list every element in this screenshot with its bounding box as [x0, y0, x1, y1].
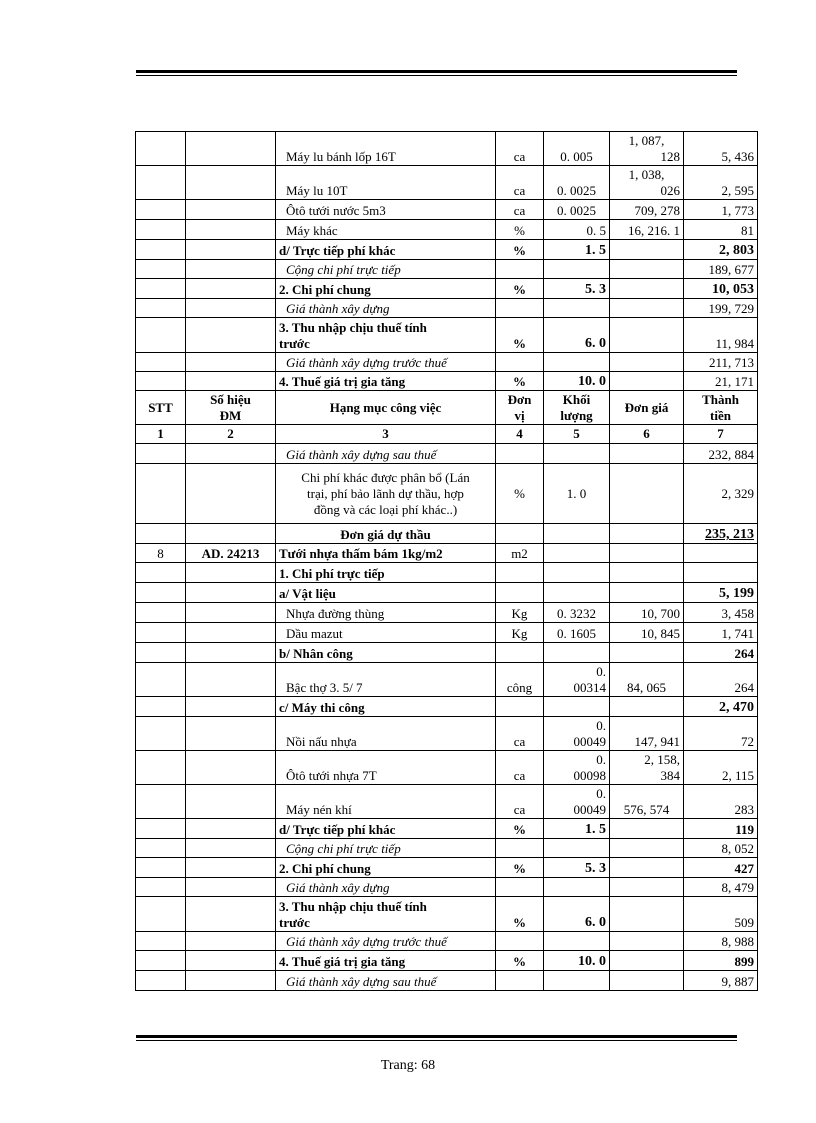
row-quantity: 0. 005 — [544, 132, 610, 166]
header-so-hieu: Số hiệu ĐM — [186, 391, 276, 425]
row-quantity: 5. 3 — [544, 858, 610, 878]
column-number: 3 — [276, 425, 496, 444]
row-unit: công — [496, 663, 544, 697]
row-description: Máy lu bánh lốp 16T — [276, 132, 496, 166]
row-description: a/ Vật liệu — [276, 583, 496, 603]
table-row — [136, 353, 758, 372]
table-row — [136, 200, 758, 220]
row-total: 235, 213 — [684, 524, 758, 544]
table-row — [136, 643, 758, 663]
table-row — [136, 858, 758, 878]
table-row — [136, 819, 758, 839]
row-quantity: 10. 0 — [544, 372, 610, 391]
footer-rule — [136, 1035, 737, 1041]
row-quantity: 5. 3 — [544, 279, 610, 299]
header-rule — [136, 70, 737, 76]
row-unit: % — [496, 220, 544, 240]
table-row — [136, 444, 758, 464]
row-unit-price: 147, 941 — [610, 717, 684, 751]
row-quantity: 0. 0025 — [544, 200, 610, 220]
row-quantity: 0. 00098 — [544, 751, 610, 785]
row-unit: ca — [496, 717, 544, 751]
header-hang-muc: Hạng mục công việc — [276, 391, 496, 425]
row-description: Ôtô tưới nhựa 7T — [276, 751, 496, 785]
row-description: Ôtô tưới nước 5m3 — [276, 200, 496, 220]
row-description: c/ Máy thi công — [276, 697, 496, 717]
row-unit: ca — [496, 132, 544, 166]
row-total: 283 — [684, 785, 758, 819]
row-quantity: 1. 5 — [544, 819, 610, 839]
header-don-vi: Đơn vị — [496, 391, 544, 425]
row-total: 10, 053 — [684, 279, 758, 299]
table-row — [136, 603, 758, 623]
row-total: 264 — [684, 663, 758, 697]
row-total: 21, 171 — [684, 372, 758, 391]
table-row — [136, 971, 758, 991]
row-unit: % — [496, 372, 544, 391]
row-description: Giá thành xây dựng sau thuế — [276, 444, 496, 464]
row-total: 81 — [684, 220, 758, 240]
row-total: 2, 115 — [684, 751, 758, 785]
row-description: 3. Thu nhập chịu thuế tính trước — [276, 897, 496, 932]
table-row — [136, 583, 758, 603]
row-quantity: 0. 3232 — [544, 603, 610, 623]
row-description: Chi phí khác được phân bổ (Lán trại, phí bảo lãnh dự thầu, hợp đồng và các loại phí khác..) — [276, 464, 496, 524]
table-row — [136, 318, 758, 353]
item-stt: 8 — [136, 544, 186, 563]
row-description: Bậc thợ 3. 5/ 7 — [276, 663, 496, 697]
row-description: d/ Trực tiếp phí khác — [276, 819, 496, 839]
row-unit: ca — [496, 751, 544, 785]
row-quantity: 10. 0 — [544, 951, 610, 971]
row-total: 899 — [684, 951, 758, 971]
row-unit-price: 709, 278 — [610, 200, 684, 220]
table-row — [136, 563, 758, 583]
table-row — [136, 839, 758, 858]
row-total: 11, 984 — [684, 318, 758, 353]
item-unit: m2 — [496, 544, 544, 563]
row-unit: % — [496, 897, 544, 932]
row-unit: % — [496, 464, 544, 524]
row-description: d/ Trực tiếp phí khác — [276, 240, 496, 260]
row-description: 4. Thuế giá trị gia tăng — [276, 951, 496, 971]
row-total: 8, 052 — [684, 839, 758, 858]
column-number: 4 — [496, 425, 544, 444]
table-row — [136, 897, 758, 932]
row-total: 5, 436 — [684, 132, 758, 166]
row-description: Giá thành xây dựng trước thuế — [276, 353, 496, 372]
row-total: 8, 479 — [684, 878, 758, 897]
row-unit: % — [496, 318, 544, 353]
row-total: 72 — [684, 717, 758, 751]
row-total: 5, 199 — [684, 583, 758, 603]
row-unit-price: 10, 845 — [610, 623, 684, 643]
row-total: 211, 713 — [684, 353, 758, 372]
row-quantity: 0. 00049 — [544, 785, 610, 819]
table-row — [136, 132, 758, 166]
table-row — [136, 166, 758, 200]
row-quantity: 0. 00049 — [544, 717, 610, 751]
row-total: 509 — [684, 897, 758, 932]
row-unit-price: 2, 158, 384 — [610, 751, 684, 785]
row-description: Cộng chi phí trực tiếp — [276, 260, 496, 279]
row-total: 3, 458 — [684, 603, 758, 623]
header-khoi-luong: Khối lượng — [544, 391, 610, 425]
row-description: 3. Thu nhập chịu thuế tính trước — [276, 318, 496, 353]
row-quantity: 0. 0025 — [544, 166, 610, 200]
row-description: Máy khác — [276, 220, 496, 240]
row-unit-price: 16, 216. 1 — [610, 220, 684, 240]
header-stt: STT — [136, 391, 186, 425]
table-row — [136, 785, 758, 819]
table-row — [136, 717, 758, 751]
row-total: 199, 729 — [684, 299, 758, 318]
cost-estimate-table — [135, 131, 758, 991]
row-quantity: 0. 5 — [544, 220, 610, 240]
row-total: 264 — [684, 643, 758, 663]
row-total: 2, 803 — [684, 240, 758, 260]
row-description: Máy lu 10T — [276, 166, 496, 200]
table-row — [136, 623, 758, 643]
table-row — [136, 663, 758, 697]
row-total: 189, 677 — [684, 260, 758, 279]
table-row — [136, 220, 758, 240]
row-quantity: 0. 00314 — [544, 663, 610, 697]
row-total: 2, 470 — [684, 697, 758, 717]
row-unit: ca — [496, 166, 544, 200]
row-description: Đơn giá dự thầu — [276, 524, 496, 544]
row-unit: % — [496, 279, 544, 299]
row-unit-price: 1, 087, 128 — [610, 132, 684, 166]
table-row — [136, 751, 758, 785]
row-description: 2. Chi phí chung — [276, 858, 496, 878]
table-header-row — [136, 391, 758, 425]
row-unit-price: 84, 065 — [610, 663, 684, 697]
row-quantity: 6. 0 — [544, 318, 610, 353]
row-unit: ca — [496, 785, 544, 819]
row-unit: % — [496, 951, 544, 971]
row-total: 8, 988 — [684, 932, 758, 951]
row-total: 427 — [684, 858, 758, 878]
row-description: Giá thành xây dựng — [276, 299, 496, 318]
row-description: Giá thành xây dựng — [276, 878, 496, 897]
row-unit: Kg — [496, 623, 544, 643]
table-row — [136, 279, 758, 299]
table-row — [136, 697, 758, 717]
column-number: 6 — [610, 425, 684, 444]
row-unit-price: 1, 038, 026 — [610, 166, 684, 200]
item-code: AD. 24213 — [186, 544, 276, 563]
row-unit: ca — [496, 200, 544, 220]
table-row — [136, 260, 758, 279]
table-row — [136, 951, 758, 971]
row-description: 4. Thuế giá trị gia tăng — [276, 372, 496, 391]
row-total: 1, 773 — [684, 200, 758, 220]
row-total: 2, 595 — [684, 166, 758, 200]
row-total: 1, 741 — [684, 623, 758, 643]
header-don-gia: Đơn giá — [610, 391, 684, 425]
item-description: Tưới nhựa thấm bám 1kg/m2 — [276, 544, 496, 563]
table-row — [136, 524, 758, 544]
table-row — [136, 932, 758, 951]
table-row — [136, 299, 758, 318]
row-description: b/ Nhân công — [276, 643, 496, 663]
row-description: Giá thành xây dựng trước thuế — [276, 932, 496, 951]
row-description: 1. Chi phí trực tiếp — [276, 563, 496, 583]
row-quantity: 1. 5 — [544, 240, 610, 260]
row-quantity: 0. 1605 — [544, 623, 610, 643]
table-row — [136, 240, 758, 260]
row-description: 2. Chi phí chung — [276, 279, 496, 299]
row-total: 119 — [684, 819, 758, 839]
header-thanh-tien: Thành tiền — [684, 391, 758, 425]
row-description: Máy nén khí — [276, 785, 496, 819]
row-description: Dầu mazut — [276, 623, 496, 643]
column-number: 5 — [544, 425, 610, 444]
column-number-row — [136, 425, 758, 444]
row-total: 2, 329 — [684, 464, 758, 524]
row-unit-price: 576, 574 — [610, 785, 684, 819]
table-row — [136, 372, 758, 391]
row-quantity: 6. 0 — [544, 897, 610, 932]
column-number: 7 — [684, 425, 758, 444]
row-unit: Kg — [496, 603, 544, 623]
page-number: Trang: 68 — [380, 1058, 436, 1073]
item-row — [136, 544, 758, 563]
column-number: 1 — [136, 425, 186, 444]
table-row — [136, 878, 758, 897]
row-unit: % — [496, 819, 544, 839]
row-total: 232, 884 — [684, 444, 758, 464]
row-description: Giá thành xây dựng sau thuế — [276, 971, 496, 991]
row-description: Cộng chi phí trực tiếp — [276, 839, 496, 858]
row-total: 9, 887 — [684, 971, 758, 991]
row-unit-price: 10, 700 — [610, 603, 684, 623]
column-number: 2 — [186, 425, 276, 444]
table-row — [136, 464, 758, 524]
row-unit: % — [496, 858, 544, 878]
row-description: Nồi nấu nhựa — [276, 717, 496, 751]
row-quantity: 1. 0 — [544, 464, 610, 524]
row-description: Nhựa đường thùng — [276, 603, 496, 623]
row-unit: % — [496, 240, 544, 260]
